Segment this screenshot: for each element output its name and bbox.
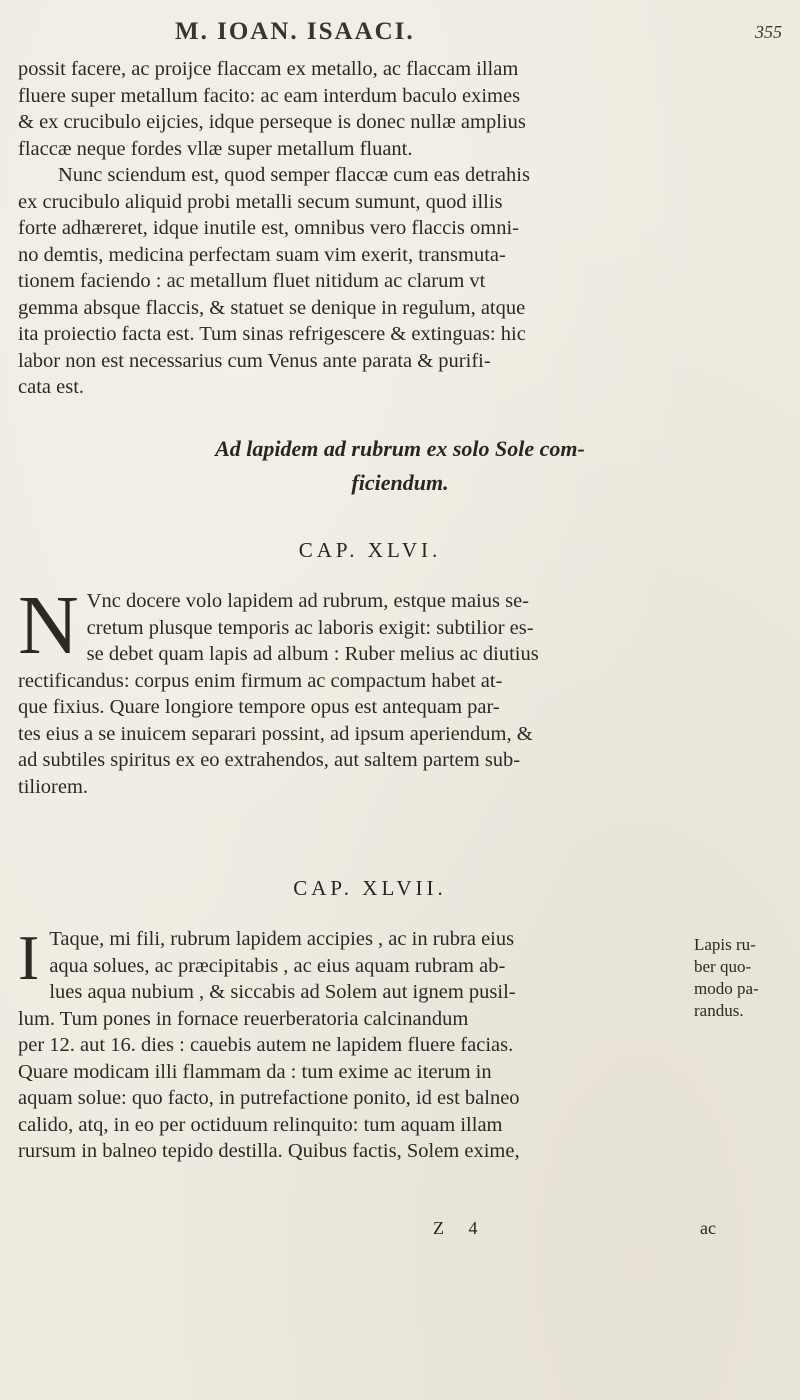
running-title: M. IOAN. ISAACI.	[175, 18, 415, 45]
text-line: & ex crucibulo eijcies, idque perseque is donec nullæ amplius	[18, 111, 526, 133]
marginal-note-line: randus.	[694, 1001, 744, 1020]
text-line: fluere super metallum facito: ac eam interdum baculo eximes	[18, 84, 521, 107]
text-line: no demtis, medicina perfectam suam vim exerit, transmuta-	[18, 243, 506, 266]
section-heading	[70, 432, 730, 500]
chapter-heading: CAP. XLVII.	[293, 876, 447, 900]
paragraph-continuation	[18, 56, 776, 401]
text-line: tes eius a se inuicem separari possint, ad ipsum aperiendum, &	[18, 722, 533, 745]
marginal-note-line: ber quo-	[694, 957, 752, 976]
text-line: flaccæ neque fordes vllæ super metallum fluant.	[18, 137, 413, 160]
text-line: ex crucibulo aliquid probi metalli secum sumunt, quod illis	[18, 190, 503, 213]
text-line: possit facere, ac proijce flaccam ex metallo, ac flaccam illam	[18, 58, 519, 80]
drop-cap-initial: N	[18, 579, 79, 672]
text-line: calido, atq, in eo per octiduum relinquito: tum aquam illam	[18, 1113, 503, 1136]
signature-mark: Z 4	[433, 1218, 488, 1238]
text-line: rursum in balneo tepido destilla. Quibus factis, Solem exime,	[18, 1140, 520, 1162]
text-line: ita proiectio facta est. Tum sinas refrigescere & extinguas: hic	[18, 323, 526, 345]
text-line: que fixius. Quare longiore tempore opus est antequam par-	[18, 696, 500, 718]
marginal-note-line: modo pa-	[694, 979, 759, 998]
text-line: per 12. aut 16. dies : cauebis autem ne lapidem fluere facias.	[18, 1034, 514, 1056]
text-line: se debet quam lapis ad album : Ruber melius ac diutius	[86, 643, 539, 665]
marginal-note	[694, 934, 794, 1022]
text-line: lues aqua nubium , & siccabis ad Solem aut ignem pusil-	[49, 981, 516, 1003]
text-line: cretum plusque temporis ac laboris exigit: subtilior es-	[86, 616, 534, 639]
catchword: ac	[700, 1218, 716, 1238]
text-line: gemma absque flaccis, & statuet se denique in regulum, atque	[18, 296, 526, 319]
text-line: tiliorem.	[18, 775, 89, 798]
text-line: aqua solues, ac præcipitabis , ac eius aquam rubram ab-	[49, 954, 506, 977]
text-line: Nunc sciendum est, quod semper flaccæ cum eas detrahis	[58, 164, 530, 186]
section-heading-line: Ad lapidem ad rubrum ex solo Sole com-	[215, 436, 585, 461]
text-line: Quare modicam illi flammam da : tum exime ac iterum in	[18, 1060, 492, 1083]
chapter-heading: CAP. XLVI.	[298, 538, 442, 562]
text-line: Vnc docere volo lapidem ad rubrum, estque maius se-	[86, 590, 529, 612]
text-line: ad subtiles spiritus ex eo extrahendos, aut saltem partem sub-	[18, 749, 521, 771]
text-line: rectificandus: corpus enim firmum ac compactum habet at-	[18, 669, 503, 692]
chapter-46-text	[18, 579, 776, 800]
text-line: labor non est necessarius cum Venus ante parata & purifi-	[18, 349, 491, 372]
section-heading-line: ficiendum.	[351, 470, 449, 495]
text-line: Taque, mi fili, rubrum lapidem accipies , ac in rubra eius	[49, 928, 515, 950]
page-number: 355	[755, 22, 782, 42]
text-line: aquam solue: quo facto, in putrefactione ponito, id est balneo	[18, 1087, 520, 1109]
page-footer	[0, 1218, 800, 1248]
marginal-note-line: Lapis ru-	[694, 935, 756, 954]
text-line: forte adhæreret, idque inutile est, omnibus vero flaccis omni-	[18, 217, 519, 239]
drop-cap-initial: I	[18, 922, 40, 993]
text-line: cata est.	[18, 376, 85, 398]
text-line: tionem faciendo : ac metallum fluet nitidum ac clarum vt	[18, 270, 486, 292]
text-line: lum. Tum pones in fornace reuerberatoria calcinandum	[18, 1007, 469, 1030]
chapter-47-text	[18, 922, 678, 1165]
